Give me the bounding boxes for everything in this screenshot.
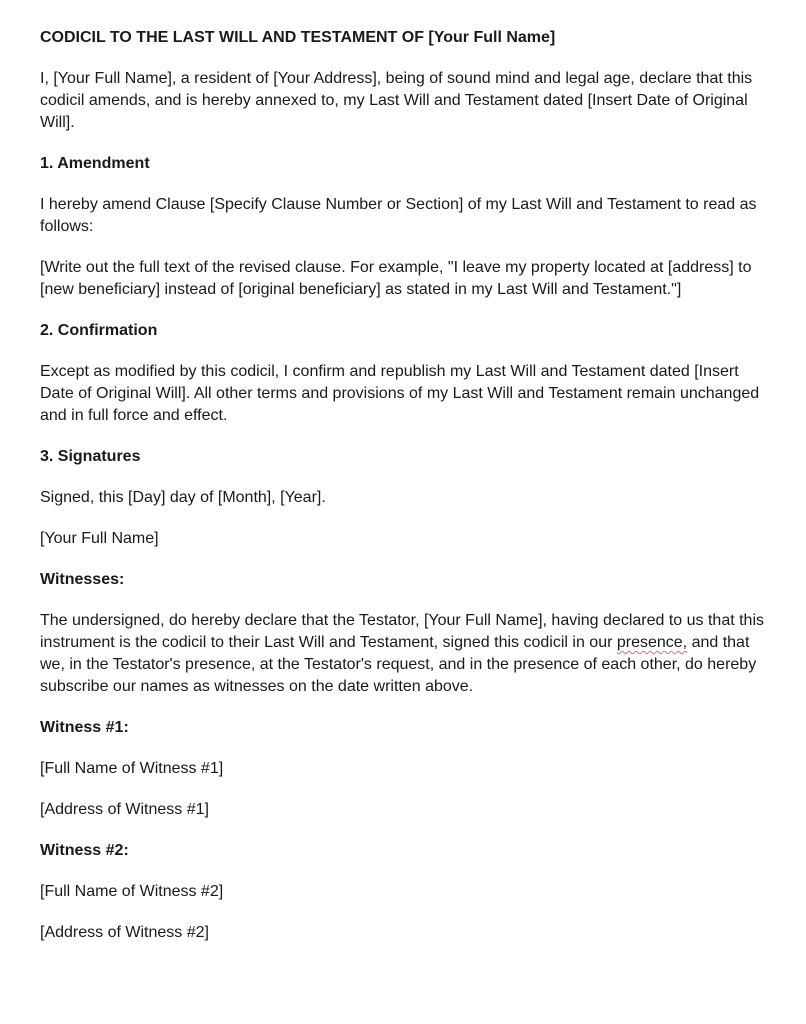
section-heading-confirmation: 2. Confirmation [40, 322, 158, 339]
spellcheck-flagged-word[interactable]: presence, [616, 634, 688, 651]
witness-1-name-line: [Full Name of Witness #1] [40, 760, 224, 777]
document-title: CODICIL TO THE LAST WILL AND TESTAMENT OF [Your Full Name] [40, 29, 556, 46]
witness-2-name-line: [Full Name of Witness #2] [40, 883, 224, 900]
confirmation-paragraph: Except as modified by this codicil, I confirm and republish my Last Will and Testament dated [Insert Date of Original Will]. All other terms and provisions of my Last Will and Testament remain unchanged and in full force and effect. [40, 363, 760, 424]
section-heading-signatures: 3. Signatures [40, 448, 141, 465]
signed-date-line: Signed, this [Day] day of [Month], [Year]. [40, 489, 326, 506]
witness-declaration-paragraph [40, 610, 766, 698]
testator-name-line: [Your Full Name] [40, 530, 159, 547]
section-heading-amendment: 1. Amendment [40, 155, 150, 172]
witness-2-heading: Witness #2: [40, 842, 129, 859]
witness-declaration-text-end: and that we, in the Testator's presence, at the Testator's request, and in the presence of each other, do hereby subscribe our names as witnesses on the date written above. [40, 634, 757, 695]
witness-1-heading: Witness #1: [40, 719, 129, 736]
amendment-example-paragraph: [Write out the full text of the revised clause. For example, "I leave my property located at [address] to [new beneficiary] instead of [original beneficiary] as stated in my Last Will and Testament."] [40, 259, 752, 298]
witness-2-address-line: [Address of Witness #2] [40, 924, 209, 941]
witnesses-heading: Witnesses: [40, 571, 125, 588]
witness-declaration-text-start: The undersigned, do hereby declare that the Testator, [Your Full Name], having declared to us that this instrument is the codicil to their Last Will and Testament, signed this codicil in our [40, 612, 764, 651]
witness-1-address-line: [Address of Witness #1] [40, 801, 209, 818]
intro-paragraph: I, [Your Full Name], a resident of [Your Address], being of sound mind and legal age, declare that this codicil amends, and is hereby annexed to, my Last Will and Testament dated [Insert Date of Original Will]. [40, 70, 753, 131]
amendment-paragraph: I hereby amend Clause [Specify Clause Number or Section] of my Last Will and Testament to read as follows: [40, 196, 757, 235]
